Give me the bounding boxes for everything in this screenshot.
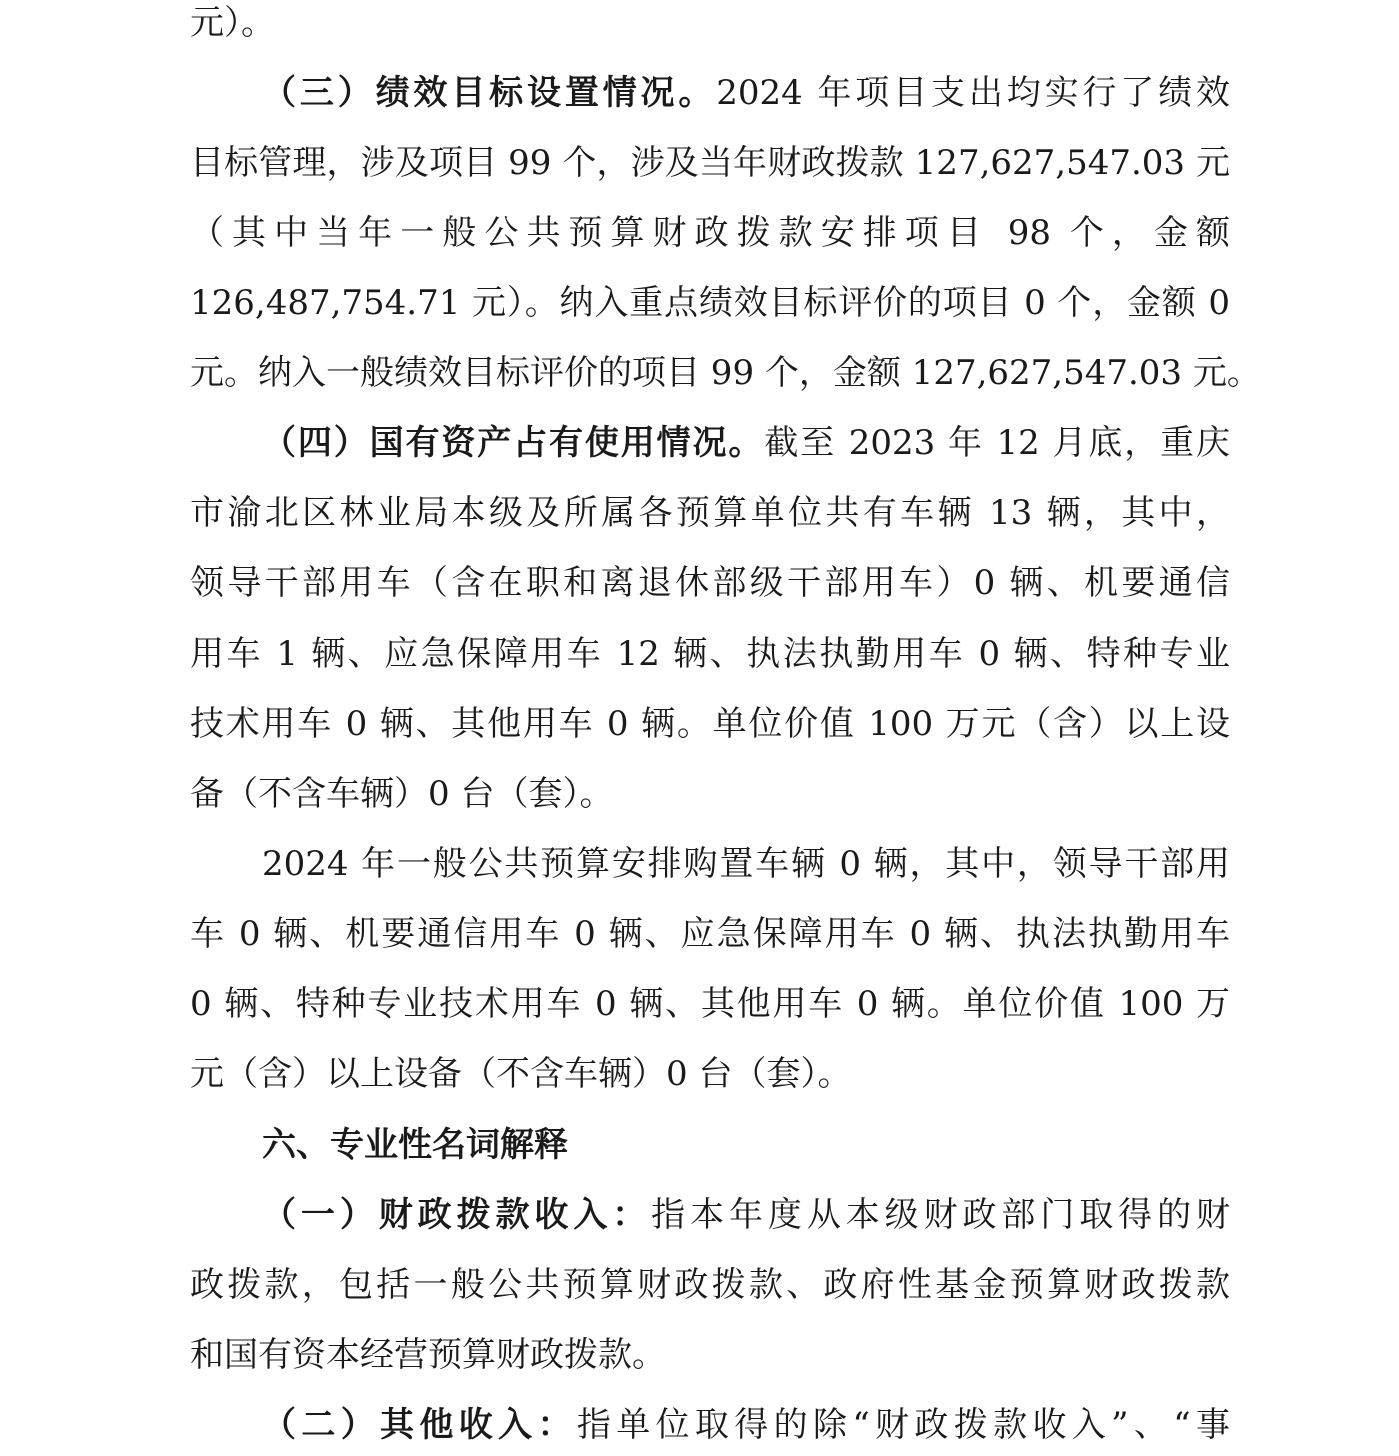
text-line	[190, 478, 1230, 548]
line-text: （其中当年一般公共预算财政拨款安排项目 98 个，金额	[190, 213, 1230, 253]
text-line	[190, 268, 1230, 338]
line-text: 126,487,754.71 元）。纳入重点绩效目标评价的项目 0 个，金额 0	[190, 283, 1230, 323]
line-text: 市渝北区林业局本级及所属各预算单位共有车辆 13 辆，其中，	[190, 493, 1230, 533]
line-text: 元。纳入一般绩效目标评价的项目 99 个，金额 127,627,547.03 元。	[190, 353, 1261, 393]
line-text: 2024 年项目支出均实行了绩效	[716, 73, 1231, 113]
text-line	[190, 1039, 1230, 1109]
text-line	[262, 1180, 1230, 1250]
text-line	[190, 689, 1230, 759]
section-lead: （一）财政拨款收入：	[262, 1195, 652, 1235]
line-text: 技术用车 0 辆、其他用车 0 辆。单位价值 100 万元（含）以上设	[190, 704, 1230, 744]
text-line	[190, 899, 1230, 969]
text-line	[190, 338, 1261, 408]
line-text: 截至 2023 年 12 月底，重庆	[764, 423, 1230, 463]
line-text: 领导干部用车（含在职和离退休部级干部用车）0 辆、机要通信	[190, 563, 1230, 603]
text-line	[190, 548, 1230, 618]
line-text: 0 辆、特种专业技术用车 0 辆、其他用车 0 辆。单位价值 100 万	[190, 984, 1230, 1024]
line-text: 用车 1 辆、应急保障用车 12 辆、执法执勤用车 0 辆、特种专业	[190, 634, 1230, 674]
line-text: 政拨款，包括一般公共预算财政拨款、政府性基金预算财政拨款	[190, 1265, 1230, 1305]
text-line	[262, 58, 1230, 128]
section-heading	[262, 1110, 1230, 1180]
section-lead: （四）国有资产占有使用情况。	[262, 423, 765, 463]
line-text: 指单位取得的除“财政拨款收入”、“事	[576, 1405, 1231, 1445]
line-text: 2024 年一般公共预算安排购置车辆 0 辆，其中，领导干部用	[262, 844, 1230, 884]
line-text: 和国有资本经营预算财政拨款。	[190, 1335, 666, 1375]
section-lead: （二）其他收入：	[262, 1405, 577, 1445]
text-line	[190, 1320, 1230, 1390]
text-line	[262, 1390, 1230, 1456]
line-text: 指本年度从本级财政部门取得的财	[651, 1195, 1231, 1235]
line-text: 车 0 辆、机要通信用车 0 辆、应急保障用车 0 辆、执法执勤用车	[190, 914, 1230, 954]
text-line	[190, 619, 1230, 689]
heading-text: 六、专业性名词解释	[262, 1125, 568, 1165]
section-lead: （三）绩效目标设置情况。	[262, 73, 717, 113]
text-line	[190, 0, 1230, 58]
line-text: 目标管理，涉及项目 99 个，涉及当年财政拨款 127,627,547.03 元	[190, 143, 1230, 183]
text-line	[262, 408, 1230, 478]
text-line	[190, 1250, 1230, 1320]
line-text: 元）。	[190, 3, 275, 43]
text-line	[190, 128, 1230, 198]
text-line	[190, 198, 1230, 268]
line-text: 元（含）以上设备（不含车辆）0 台（套）。	[190, 1054, 852, 1094]
text-line	[190, 969, 1230, 1039]
line-text: 备（不含车辆）0 台（套）。	[190, 774, 614, 814]
text-line	[262, 829, 1230, 899]
text-line	[190, 759, 1230, 829]
